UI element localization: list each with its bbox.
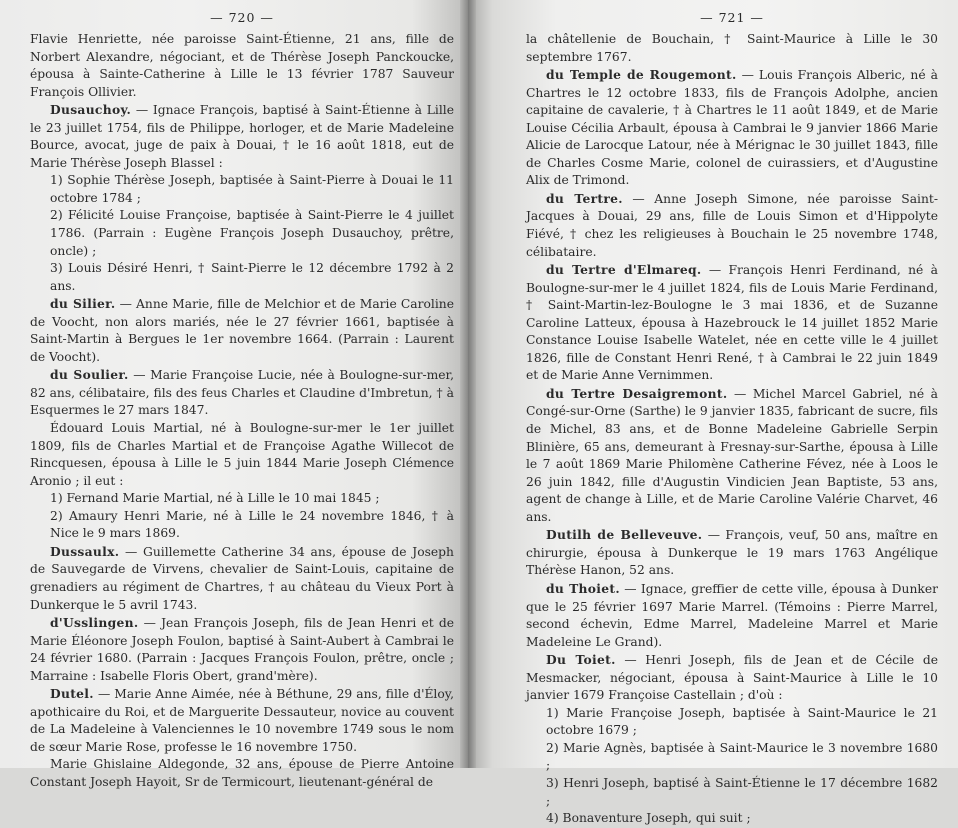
entry-text: — Louis François Alberic, né à Chartres le 12 octobre 1833, fils de François Adolphe, ancien capitaine de cavalerie, † à Chartres le 11 août 1849, et de Marie Louise Cécilia Arbault, épousa à Cambrai le 9 janvier 1866 Marie Alicie de Larocque Latour, née à Mérignac le 30 juillet 1843, fille de Charles Cosme Marie, colonel de cuirassiers, et d'Augustine Alix de Trimond.	[526, 68, 938, 188]
entry-text: 1) Marie Françoise Joseph, baptisée à Saint-Maurice le 21 octobre 1679 ;	[546, 705, 938, 738]
list-item	[526, 810, 938, 828]
list-item	[30, 172, 454, 207]
entry-text: — François Henri Ferdinand, né à Boulogne-sur-mer le 4 juillet 1824, fils de Louis Marie Ferdinand, † Saint-Martin-lez-Boulogne le 3 mai 1836, et de Suzanne Caroline Latteux, épousa à Hazebrouck le 14 juillet 1852 Marie Constance Louise Isabelle Watelet, née en cette ville le 4 juillet 1826, fille de Constant Henri René, † à Cambrai le 22 juin 1849 et de Marie Anne Vernimmen.	[526, 263, 938, 383]
list-item	[30, 508, 454, 543]
book-gutter	[460, 0, 476, 768]
entry-text: Édouard Louis Martial, né à Boulogne-sur-mer le 1er juillet 1809, fils de Charles Martial et de Françoise Agathe Willecot de Rincquesen, épousa à Lille le 5 juin 1844 Marie Joseph Clémence Aronio ; il eut :	[30, 421, 454, 488]
entry-text: 2) Marie Agnès, baptisée à Saint-Maurice le 3 novembre 1680 ;	[546, 740, 938, 773]
entry-paragraph	[30, 685, 454, 756]
list-item	[30, 490, 454, 508]
right-page-number: — 721 —	[700, 10, 764, 25]
entry-paragraph	[526, 580, 938, 651]
entry-text: — François, veuf, 50 ans, maître en chirurgie, épousa à Dunkerque le 19 mars 1763 Angélique Thérèse Hanon, 52 ans.	[526, 528, 938, 578]
entry-text: — Ignace François, baptisé à Saint-Étienne à Lille le 23 juillet 1754, fils de Philippe, horloger, et de Marie Madeleine Bource, avocat, juge de paix à Douai, † le 16 août 1818, eut de Marie Thérèse Joseph Blassel :	[30, 103, 454, 170]
entry-surname: Du Toiet.	[546, 652, 616, 668]
entry-text: — Henri Joseph, fils de Jean et de Cécile de Mesmacker, négociant, épousa à Saint-Maurice à Lille le 10 janvier 1679 Françoise Castellain ; d'où :	[526, 653, 938, 703]
entry-surname: Dusauchoy.	[50, 102, 132, 118]
entry-text: Marie Ghislaine Aldegonde, 32 ans, épouse de Pierre Antoine Constant Joseph Hayoit, Sr de Termicourt, lieutenant-général de	[30, 757, 454, 789]
entry-paragraph	[526, 261, 938, 385]
entry-paragraph	[30, 295, 454, 366]
entry-text: 1) Fernand Marie Martial, né à Lille le 10 mai 1845 ;	[50, 491, 380, 506]
list-item	[526, 775, 938, 810]
entry-text: — Anne Marie, fille de Melchior et de Marie Caroline de Voocht, non alors mariés, née le 27 février 1661, baptisée à Saint-Martin à Bergues le 1er novembre 1664. (Parrain : Laurent de Voocht).	[30, 297, 454, 364]
list-item	[30, 260, 454, 295]
entry-text: Flavie Henriette, née paroisse Saint-Étienne, 21 ans, fille de Norbert Alexandre, négociant, et de Thérèse Joseph Panckoucke, épousa à Sainte-Catherine à Lille le 13 février 1787 Sauveur François Ollivier.	[30, 32, 454, 99]
entry-surname: du Silier.	[50, 296, 116, 312]
entry-text: — Guillemette Catherine 34 ans, épouse de Joseph de Sauvegarde de Virvens, chevalier de Saint-Louis, capitaine de grenadiers au régiment de Chartres, † au château du Vieux Port à Dunkerque le 5 avril 1743.	[30, 544, 454, 612]
entry-paragraph	[30, 614, 454, 685]
list-item	[526, 740, 938, 775]
entry-paragraph	[30, 366, 454, 420]
entry-text: — Ignace, greffier de cette ville, épousa à Dunker que le 25 février 1697 Marie Marrel. (Témoins : Pierre Marrel, second échevin, Edme Marrel, Madeleine Marrel et Marie Madeleine Le Grand).	[526, 581, 938, 649]
entry-paragraph	[526, 66, 938, 190]
entry-surname: du Thoiet.	[546, 580, 620, 596]
entry-text: — Anne Joseph Simone, née paroisse Saint-Jacques à Douai, 29 ans, fille de Louis Simon et d'Hippolyte Fiévé, † chez les religieuses à Bouchain le 25 novembre 1748, célibataire.	[526, 191, 938, 259]
entry-surname: du Tertre Desaigremont.	[546, 385, 728, 401]
entry-surname: Dutilh de Belleveuve.	[546, 527, 703, 543]
entry-paragraph	[30, 101, 454, 172]
list-item	[526, 705, 938, 740]
list-item	[30, 207, 454, 260]
left-page-body	[30, 31, 454, 792]
right-page-body	[526, 31, 938, 828]
entry-text: — Marie Françoise Lucie, née à Boulogne-sur-mer, 82 ans, célibataire, fils des feus Charles et Claudine d'Imbretun, † à Esquermes le 27 mars 1847.	[30, 368, 454, 418]
entry-text: 3) Henri Joseph, baptisé à Saint-Étienne le 17 décembre 1682 ;	[546, 775, 938, 808]
entry-surname: Dussaulx.	[50, 543, 120, 559]
entry-paragraph	[526, 526, 938, 580]
entry-text: — Michel Marcel Gabriel, né à Congé-sur-Orne (Sarthe) le 9 janvier 1835, fabricant de sucre, fils de Michel, 83 ans, et de Bonne Madeleine Gabrielle Serpin Blinière, 65 ans, demeurant à Fresnay-sur-Sarthe, épousa à Lille le 7 août 1869 Marie Philomène Catherine Févez, née à Loos le 26 juin 1842, fille d'Augustin Vindicien Jean Baptiste, 53 ans, agent de change à Lille, et de Marie Caroline Valérie Charvet, 46 ans.	[526, 386, 938, 524]
entry-text: 3) Louis Désiré Henri, † Saint-Pierre le 12 décembre 1792 à 2 ans.	[50, 261, 454, 293]
entry-surname: du Tertre.	[546, 190, 623, 206]
entry-text: — Marie Anne Aimée, née à Béthune, 29 ans, fille d'Éloy, apothicaire du Roi, et de Marguerite Dessauteur, novice au couvent de La Madeleine à Valenciennes le 10 novembre 1749 sous le nom de sœur Marie Rose, professe le 16 novembre 1750.	[30, 687, 454, 754]
entry-text: 2) Félicité Louise Françoise, baptisée à Saint-Pierre le 4 juillet 1786. (Parrain : Eugène François Joseph Dusauchoy, prêtre, oncle) ;	[50, 208, 454, 258]
entry-surname: du Tertre d'Elmareq.	[546, 262, 702, 278]
entry-surname: du Soulier.	[50, 367, 129, 383]
entry-text: 2) Amaury Henri Marie, né à Lille le 24 novembre 1846, † à Nice le 9 mars 1869.	[50, 508, 454, 541]
entry-paragraph	[526, 190, 938, 261]
entry-surname: d'Usslingen.	[50, 615, 139, 631]
entry-text: — Jean François Joseph, fils de Jean Henri et de Marie Éléonore Joseph Foulon, baptisé à Saint-Aubert à Cambrai le 24 février 1680. (Parrain : Jacques François Foulon, prêtre, oncle ; Marraine : Isabelle Floris Obert, grand'mère).	[30, 616, 454, 683]
entry-paragraph	[526, 385, 938, 526]
entry-paragraph	[30, 756, 454, 791]
entry-paragraph	[526, 31, 938, 66]
entry-paragraph	[30, 543, 454, 614]
entry-text: 1) Sophie Thérèse Joseph, baptisée à Saint-Pierre à Douai le 11 octobre 1784 ;	[50, 173, 454, 205]
left-page	[0, 0, 468, 789]
entry-paragraph	[30, 31, 454, 101]
right-page	[468, 0, 958, 826]
entry-text: la châtellenie de Bouchain, † Saint-Maurice à Lille le 30 septembre 1767.	[526, 32, 938, 64]
entry-paragraph	[30, 420, 454, 490]
entry-surname: Dutel.	[50, 686, 94, 702]
left-page-number: — 720 —	[210, 10, 274, 25]
entry-surname: du Temple de Rougemont.	[546, 67, 737, 83]
entry-paragraph	[526, 651, 938, 705]
entry-text: 4) Bonaventure Joseph, qui suit ;	[546, 811, 751, 826]
